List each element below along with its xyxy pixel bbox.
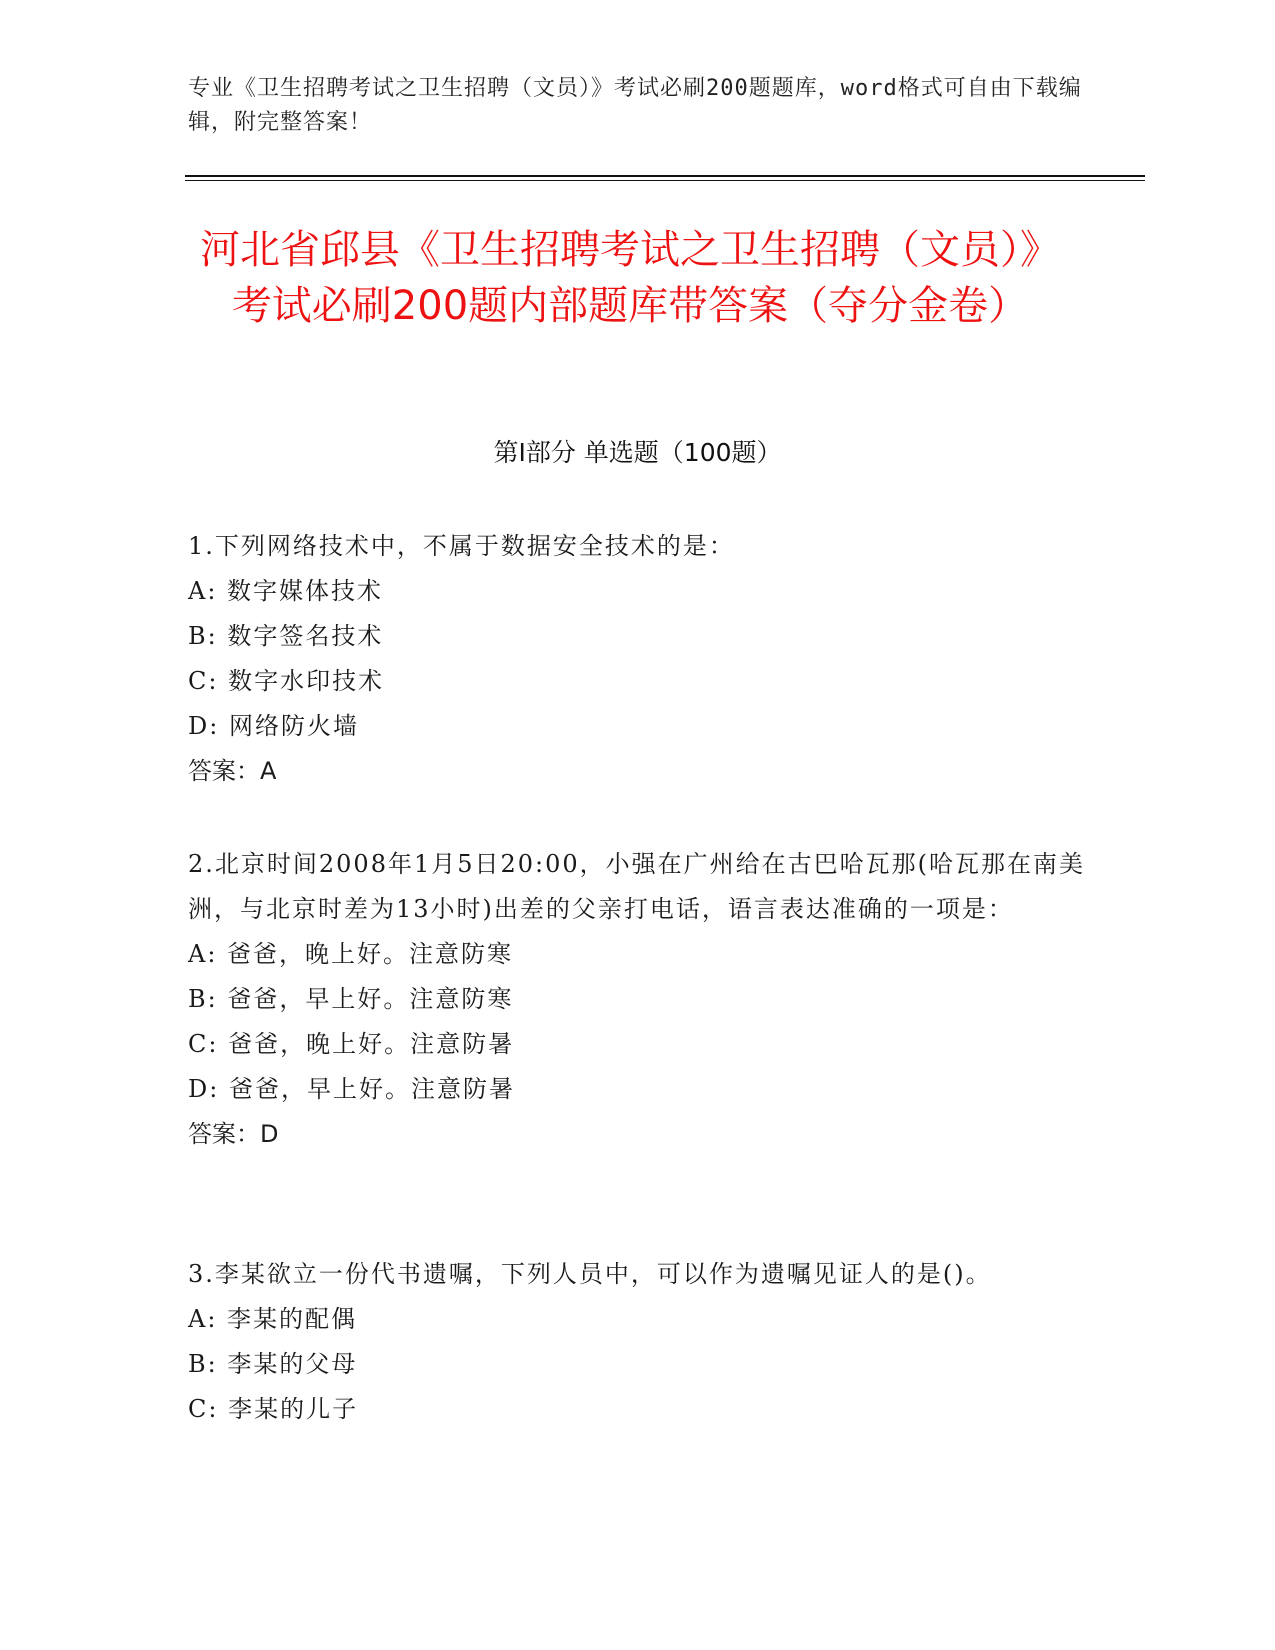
section-title: 第Ⅰ部分 单选题（100题） — [493, 438, 782, 467]
question-1 — [188, 524, 1088, 794]
option-c: C: 爸爸，晚上好。注意防暑 — [188, 1030, 515, 1058]
option-b: B: 李某的父母 — [188, 1350, 358, 1378]
option-a: A: 爸爸，晚上好。注意防寒 — [188, 940, 514, 968]
header-note: 专业《卫生招聘考试之卫生招聘（文员）》考试必刷200题题库，word格式可自由下载编辑，附完整答案！ — [188, 76, 1082, 135]
header-divider-thick — [185, 175, 1145, 177]
option-c: C: 李某的儿子 — [188, 1395, 359, 1423]
question-2 — [188, 842, 1088, 1157]
option-b: B: 爸爸，早上好。注意防寒 — [188, 985, 514, 1013]
option-d: D: 网络防火墙 — [188, 712, 359, 740]
answer-label: 答案：D — [188, 1120, 279, 1148]
option-d: D: 爸爸，早上好。注意防暑 — [188, 1075, 515, 1103]
question-stem: 3.李某欲立一份代书遗嘱，下列人员中，可以作为遗嘱见证人的是()。 — [188, 1260, 992, 1288]
option-c: C: 数字水印技术 — [188, 667, 385, 695]
question-stem: 1.下列网络技术中，不属于数据安全技术的是： — [188, 532, 735, 560]
question-3 — [188, 1252, 1088, 1432]
header-divider-thin — [185, 180, 1145, 181]
question-stem: 2.北京时间2008年1月5日20:00，小强在广州给在古巴哈瓦那(哈瓦那在南美洲，与北京时差为13小时)出差的父亲打电话，语言表达准确的一项是： — [188, 850, 1086, 923]
option-a: A: 数字媒体技术 — [188, 577, 384, 605]
answer-label: 答案：A — [188, 757, 277, 785]
document-title: 河北省邱县《卫生招聘考试之卫生招聘（文员）》考试必刷200题内部题库带答案（夺分金卷） — [200, 227, 1060, 329]
option-b: B: 数字签名技术 — [188, 622, 384, 650]
option-a: A: 李某的配偶 — [188, 1305, 358, 1333]
